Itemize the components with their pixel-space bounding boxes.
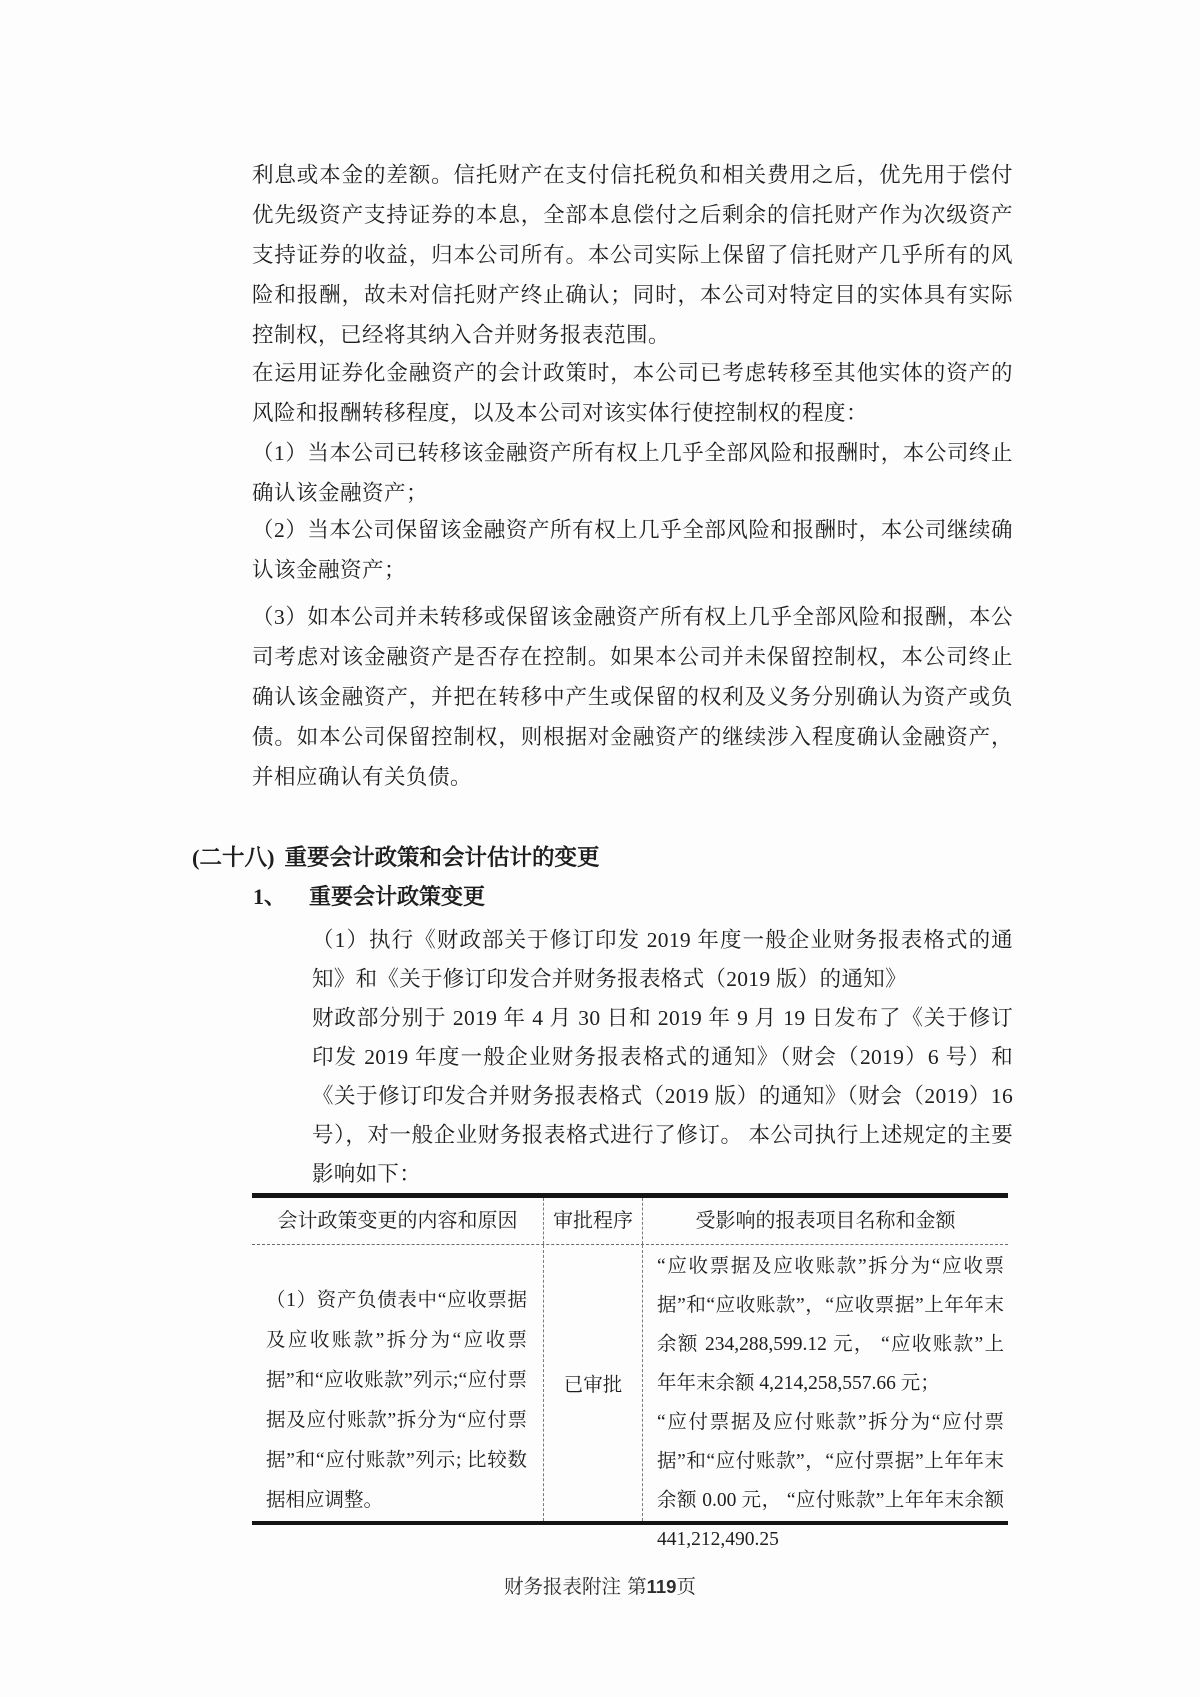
list-item-1: （1）当本公司已转移该金融资产所有权上几乎全部风险和报酬时，本公司终止确认该金融资产； xyxy=(252,441,1013,505)
table-header-row xyxy=(252,1198,1008,1245)
table-cell-change-content: （1）资产负债表中“应收票据及应收账款”拆分为“应收票据”和“应收账款”列示;“应付票据及应付账款”拆分为“应付票据”和“应付账款”列示; 比较数据相应调整。 xyxy=(266,1290,527,1511)
footer-label: 财务报表附注 xyxy=(504,1577,622,1598)
impact-paragraph-receivables: “应收票据及应收账款”拆分为“应收票据”和“应收账款”，“应收票据”上年年末余额 234,288,599.12 元， “应收账款”上年年末余额 4,214,258,557.66 元； xyxy=(657,1256,1004,1394)
section-heading xyxy=(192,838,600,878)
impact-paragraph-payables: “应付票据及应付账款”拆分为“应付票据”和“应付账款”，“应付票据”上年年末余额 0.00 元， “应付账款”上年年末余额 441,212,490.25 xyxy=(657,1412,1004,1550)
subsection-title: 重要会计政策变更 xyxy=(309,884,486,909)
policy-change-table xyxy=(252,1193,1008,1550)
paragraph-mof-announcement: 财政部分别于 2019 年 4 月 30 日和 2019 年 9 月 19 日发布了《关于修订印发 2019 年度一般企业财务报表格式的通知》（财会（2019）6 号）和《关于修订印发合并财务报表格式（2019 版）的通知》（财会（2019）16 号），对一般企业财务报表格式进行了修订。 本公司执行上述规定的主要影响如下： xyxy=(312,1006,1013,1186)
page-footer xyxy=(0,1572,1200,1603)
table-header-approval: 审批程序 xyxy=(543,1198,643,1244)
table-row xyxy=(252,1245,1008,1550)
table-cell-impact xyxy=(643,1245,1008,1550)
page-number: 第119页 xyxy=(627,1576,696,1598)
subsection-heading xyxy=(253,877,485,917)
paragraph-policy-notice: （1）执行《财政部关于修订印发 2019 年度一般企业财务报表格式的通知》和《关于修订印发合并财务报表格式（2019 版）的通知》 xyxy=(312,928,1013,991)
section-title: 重要会计政策和会计估计的变更 xyxy=(284,845,600,870)
table-header-impact: 受影响的报表项目名称和金额 xyxy=(695,1210,956,1232)
table-header-content: 会计政策变更的内容和原因 xyxy=(277,1210,518,1232)
subsection-number: 1、 xyxy=(253,884,287,909)
list-item-2: （2）当本公司保留该金融资产所有权上几乎全部风险和报酬时，本公司继续确认该金融资产； xyxy=(252,518,1013,582)
list-item-3: （3）如本公司并未转移或保留该金融资产所有权上几乎全部风险和报酬，本公司考虑对该金融资产是否存在控制。如果本公司并未保留控制权，本公司终止确认该金融资产，并把在转移中产生或保留的权利及义务分别确认为资产或负债。如本公司保留控制权，则根据对金融资产的继续涉入程度确认金融资产，并相应确认有关负债。 xyxy=(252,605,1013,789)
table-cell-approval-status: 已审批 xyxy=(543,1245,643,1521)
section-number: (二十八) xyxy=(192,845,275,870)
paragraph-trust-assets: 利息或本金的差额。信托财产在支付信托税负和相关费用之后，优先用于偿付优先级资产支持证券的本息，全部本息偿付之后剩余的信托财产作为次级资产支持证券的收益，归本公司所有。本公司实际上保留了信托财产几乎所有的风险和报酬，故未对信托财产终止确认；同时，本公司对特定目的实体具有实际控制权，已经将其纳入合并财务报表范围。 xyxy=(252,163,1013,347)
paragraph-securitization-policy: 在运用证券化金融资产的会计政策时，本公司已考虑转移至其他实体的资产的风险和报酬转移程度，以及本公司对该实体行使控制权的程度： xyxy=(252,361,1013,425)
